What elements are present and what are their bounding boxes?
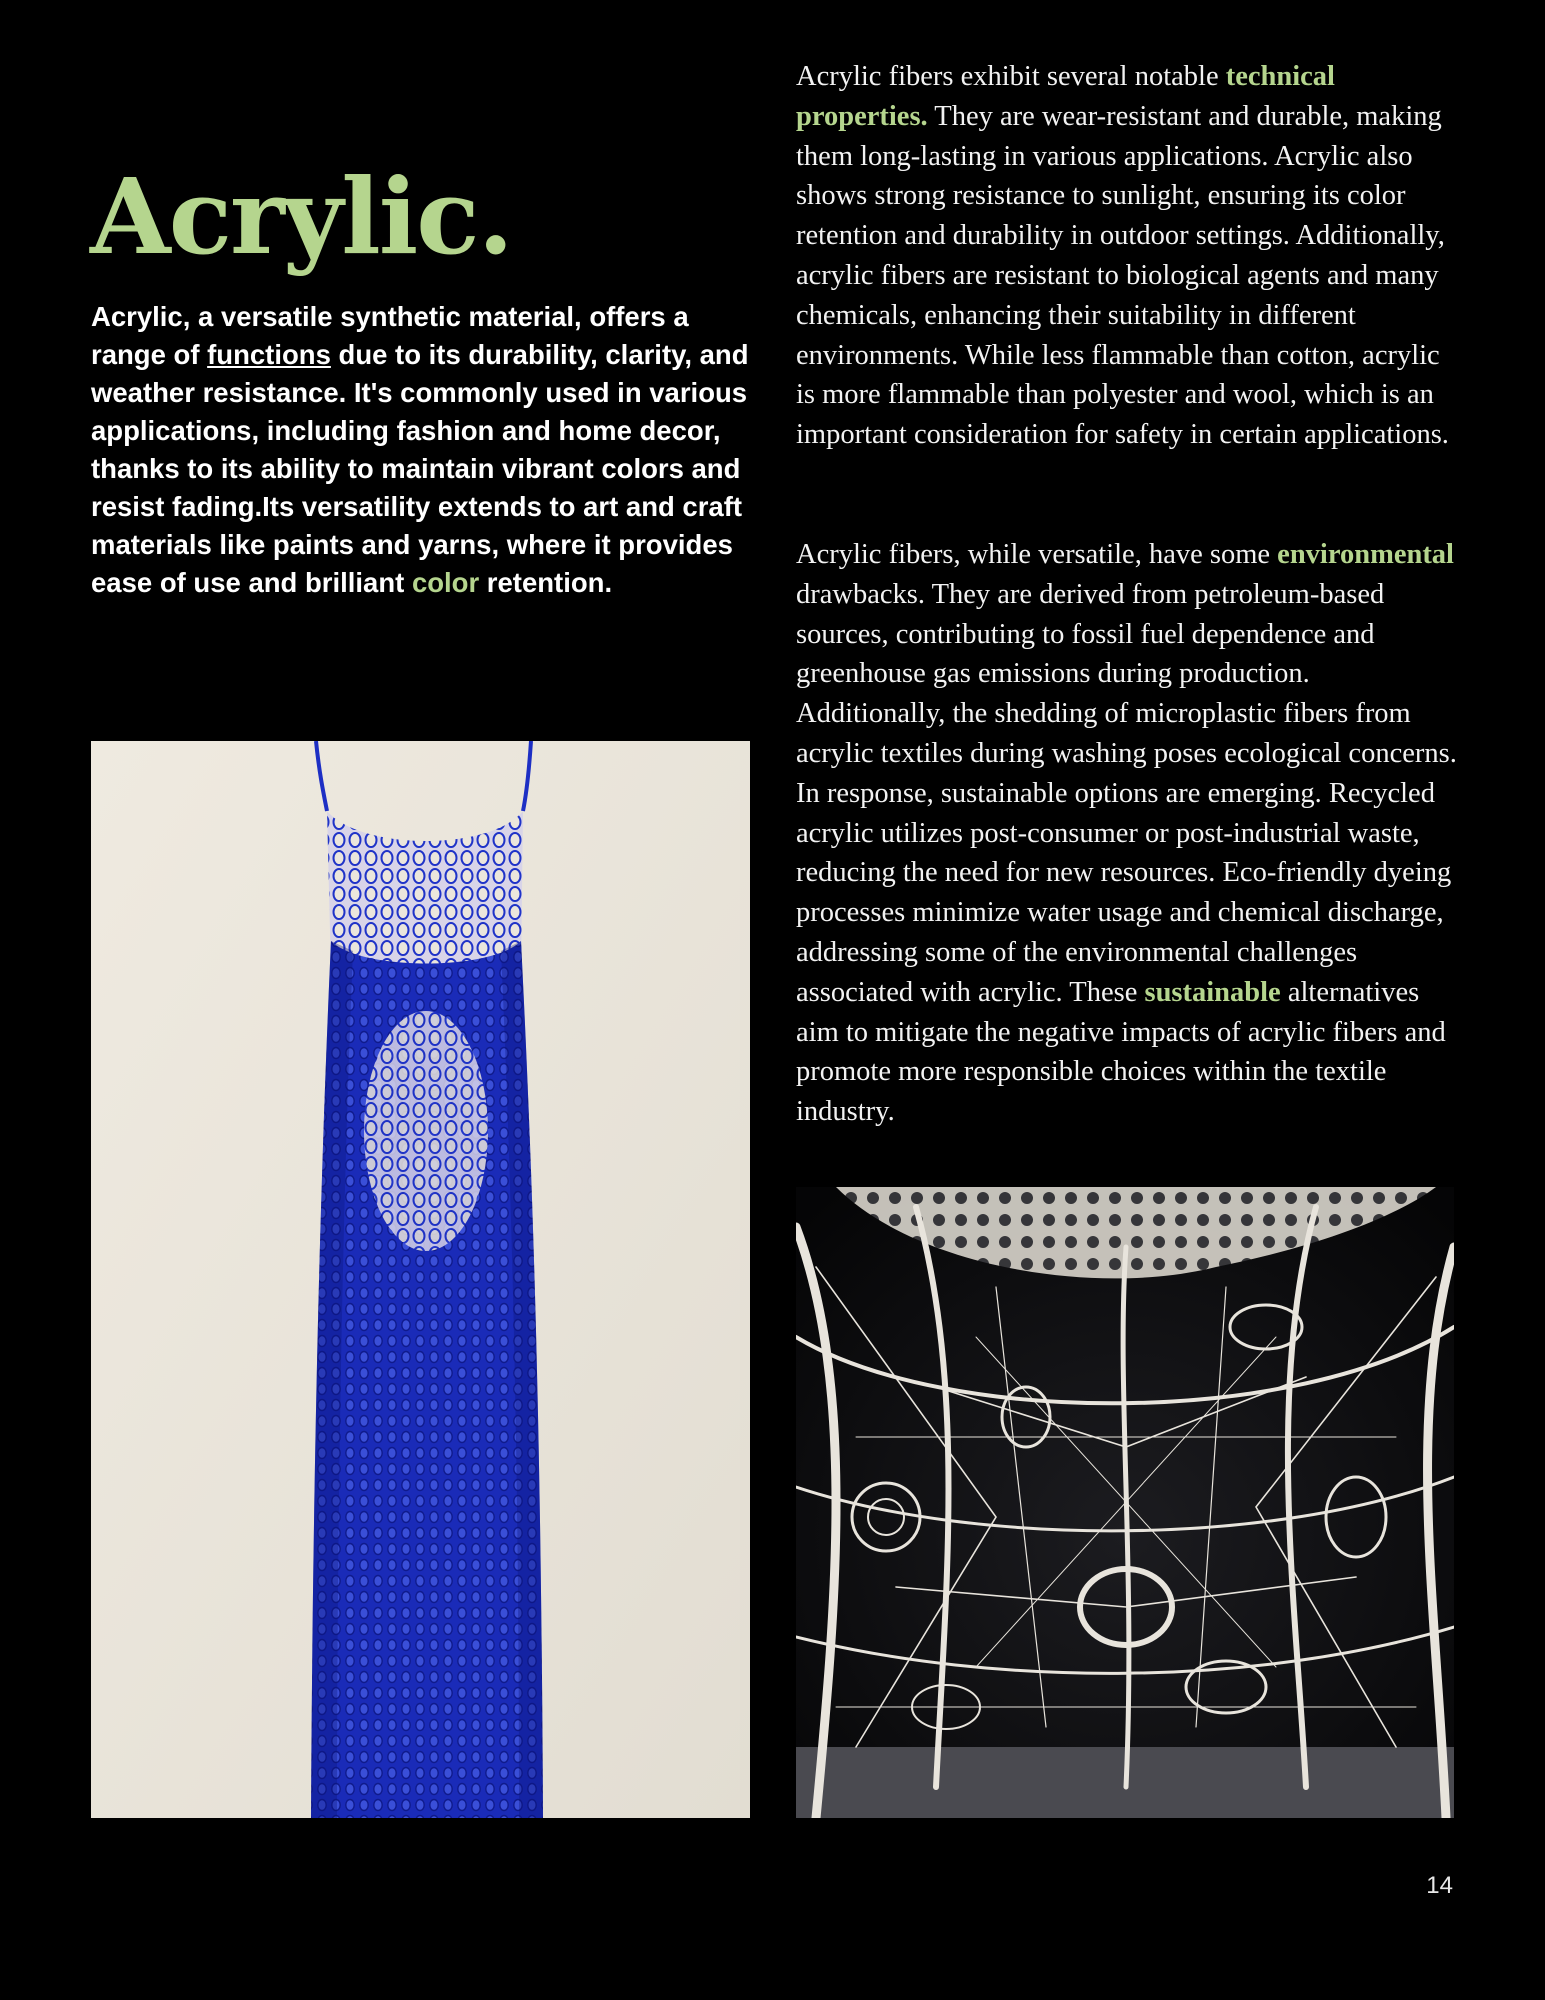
crochet-web-image — [796, 1187, 1454, 1818]
environmental-text-3: alternatives aim to mitigate the negative impacts of acrylic fibers and promote more responsible choices within the textile industry. — [796, 976, 1446, 1128]
intro-text-3: retention. — [479, 567, 613, 598]
knitted-dress-image — [91, 741, 750, 1818]
page-number: 14 — [1426, 1872, 1453, 1899]
page-title: Acrylic. — [90, 155, 512, 278]
functions-link[interactable]: functions — [207, 339, 331, 370]
intro-text-2: due to its durability, clarity, and weather resistance. It's commonly used in various applications, including fashion and home decor, thanks to its ability to maintain vibrant colors and resist fading.Its versatility extends to art and craft materials like paints and yarns, where it provides ease of use and brilliant — [91, 339, 749, 598]
intro-text-1: Acrylic, a versatile synthetic material, offers a range of — [91, 301, 689, 370]
knitted-dress-photo — [91, 741, 750, 1818]
technical-properties-paragraph — [796, 57, 1461, 455]
environmental-highlight: environmental — [1277, 539, 1454, 570]
environmental-paragraph — [796, 535, 1461, 1132]
intro-paragraph — [91, 298, 756, 602]
crochet-web-photo — [796, 1187, 1454, 1818]
environmental-text-1: Acrylic fibers, while versatile, have some — [796, 539, 1278, 570]
sustainable-highlight: sustainable — [1144, 976, 1281, 1008]
technical-text-2: They are wear-resistant and durable, making them long-lasting in various applications. Acrylic also shows strong resistance to sunlight, ensuring its color retention and durability in outdoor settings. Additionally, acrylic fibers are resistant to biological agents and many chemicals, enhancing their suitability in different environments. While less flammable than cotton, acrylic is more flammable than polyester and wool, which is an important consideration for safety in certain applications. — [796, 100, 1449, 451]
technical-text-1: Acrylic fibers exhibit several notable — [796, 61, 1226, 92]
environmental-text-2: drawbacks. They are derived from petroleum-based sources, contributing to fossil fuel dependence and greenhouse gas emissions during production. Additionally, the shedding of microplastic fibers from acrylic textiles during washing poses ecological concerns. In response, sustainable options are emerging. Recycled acrylic utilizes post-consumer or post-industrial waste, reducing the need for new resources. Eco-friendly dyeing processes minimize water usage and chemical discharge, addressing some of the environmental challenges associated with acrylic. These — [796, 578, 1457, 1008]
color-highlight: color — [411, 567, 480, 598]
technical-properties-highlight: technical properties. — [796, 61, 1335, 132]
